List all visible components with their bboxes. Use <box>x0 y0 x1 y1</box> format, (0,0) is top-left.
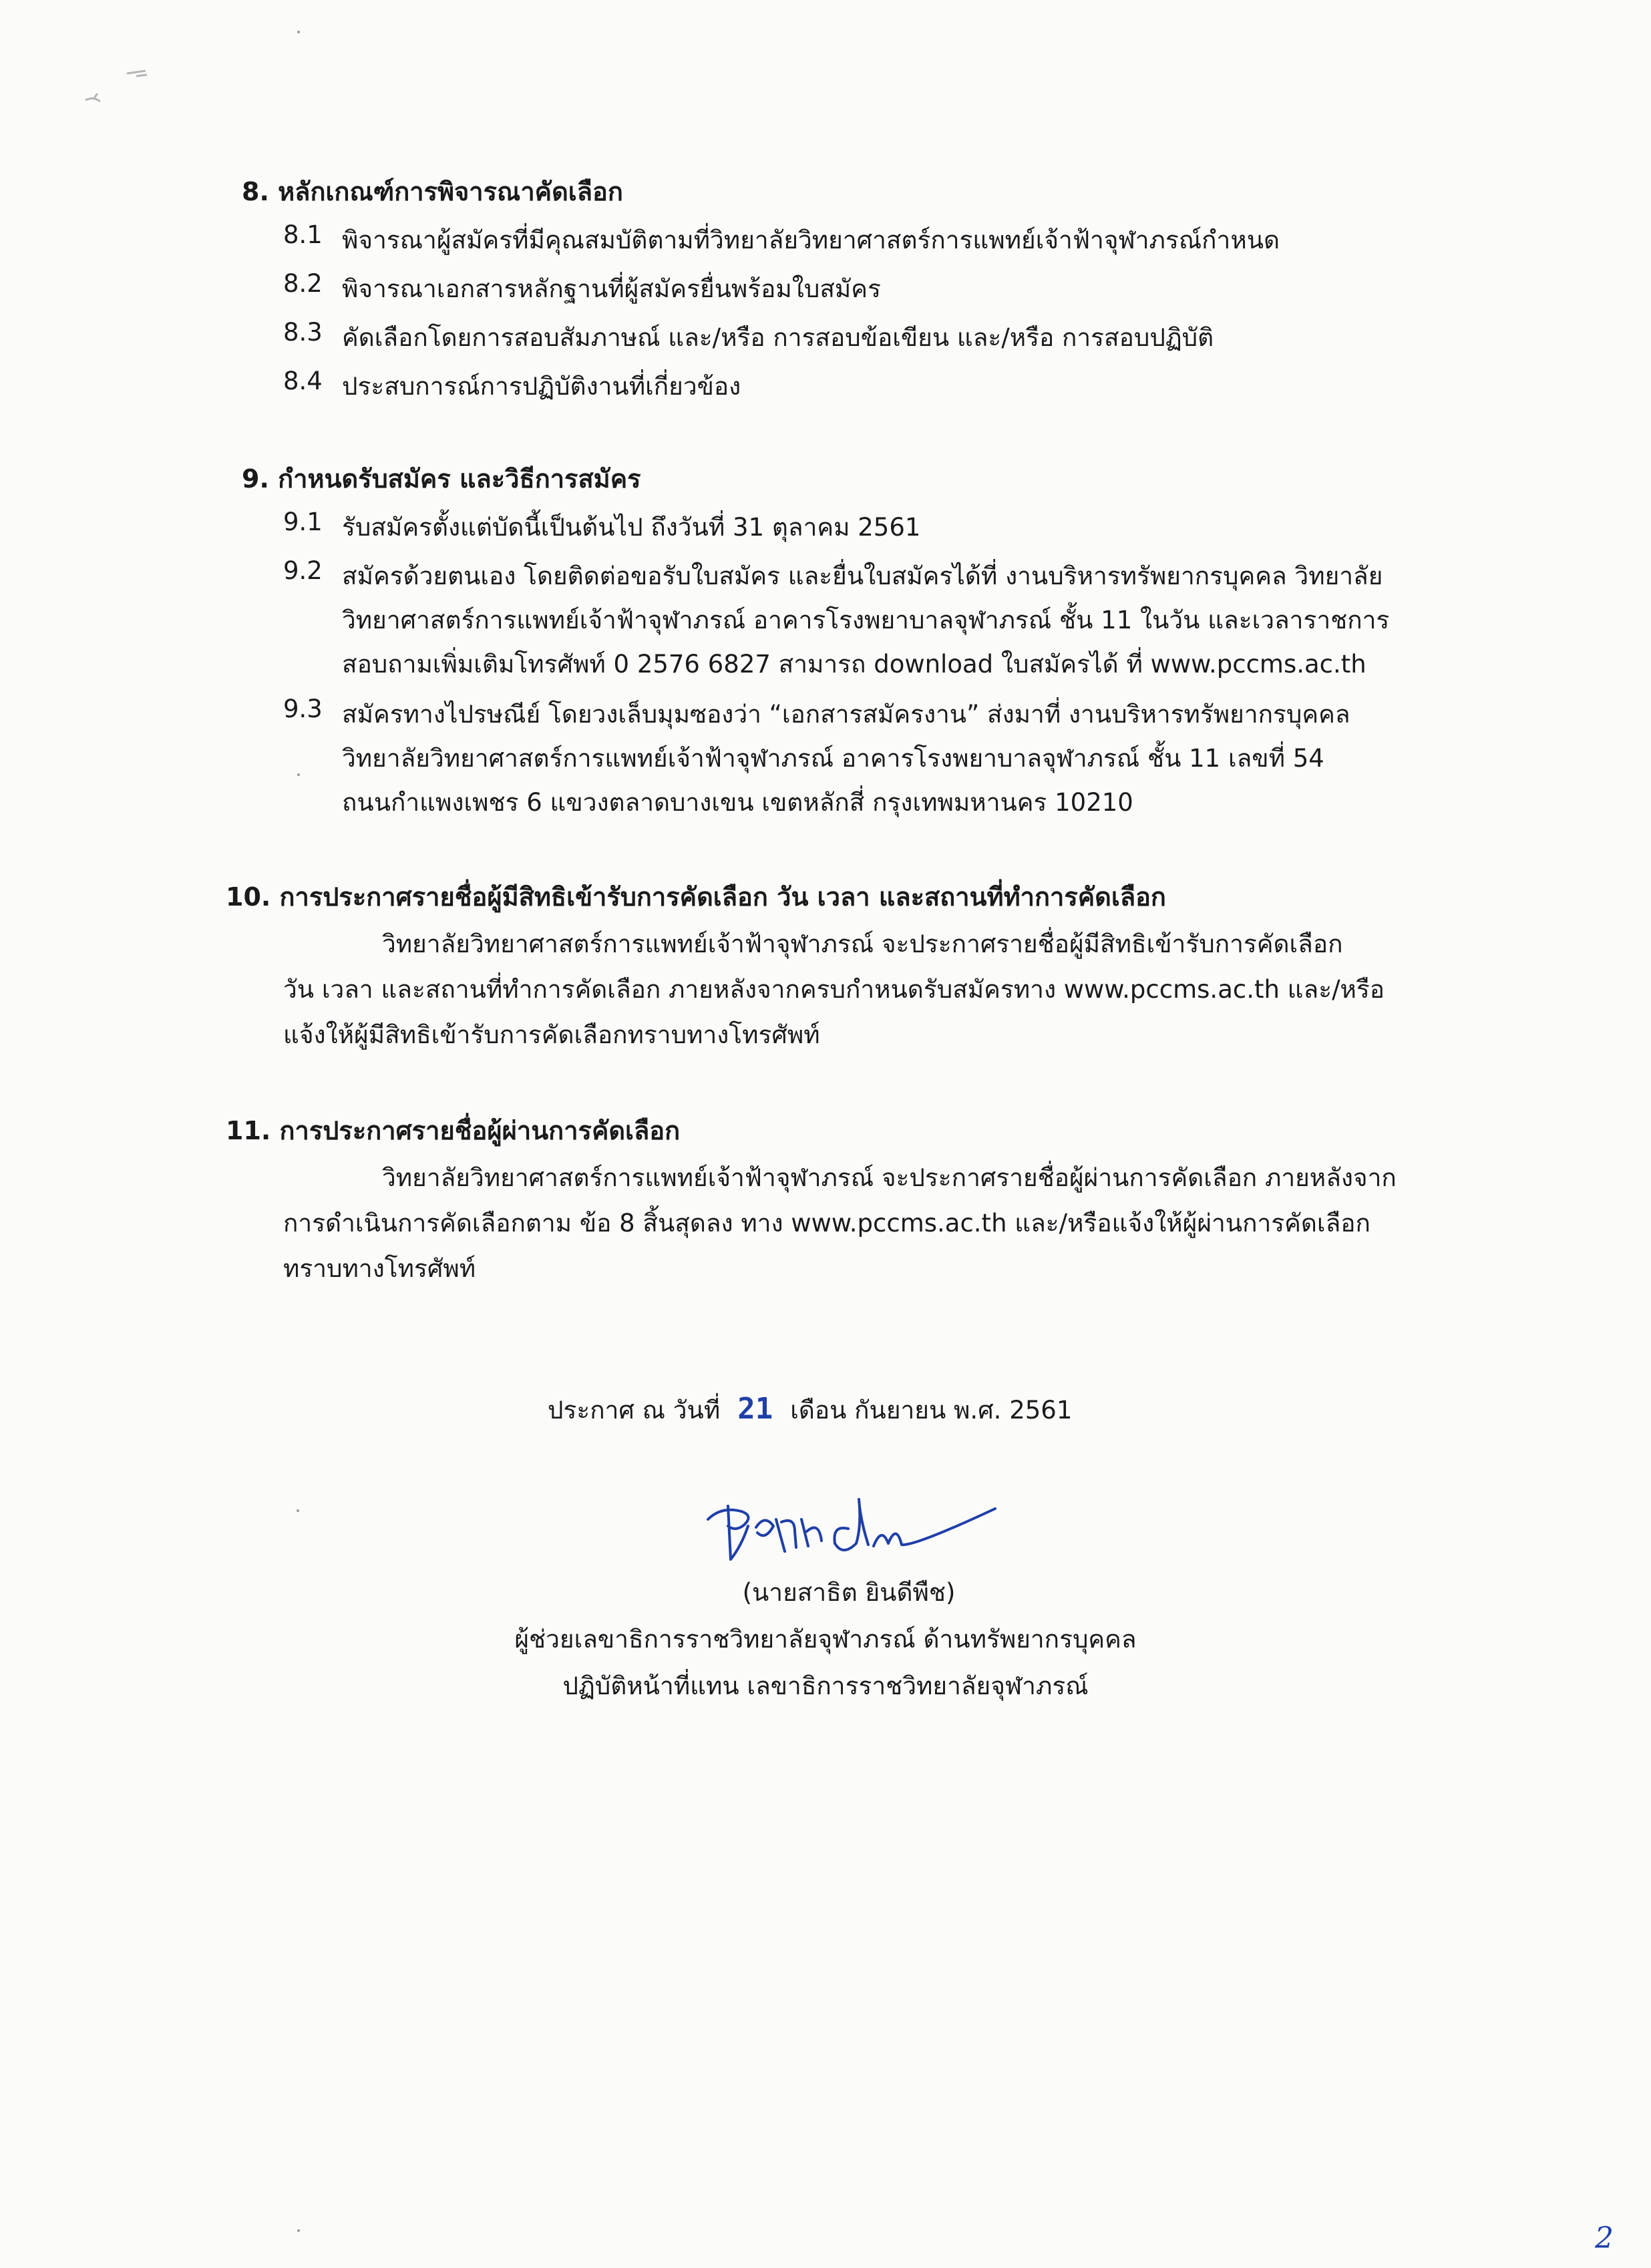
item-text-continued: สอบถามเพิ่มเติมโทรศัพท์ 0 2576 6827 สามารถ download ใบสมัครได้ ที่ www.pccms.ac.th <box>342 650 1366 679</box>
item-number: 8.1 <box>283 220 323 249</box>
item-text: พิจารณาเอกสารหลักฐานที่ผู้สมัครยื่นพร้อมใบสมัคร <box>342 274 881 303</box>
date-prefix: ประกาศ ณ วันที่ <box>548 1396 721 1425</box>
item-text-continued: วิทยาลัยวิทยาศาสตร์การแพทย์เจ้าฟ้าจุฬาภรณ์ อาคารโรงพยาบาลจุฬาภรณ์ ชั้น 11 เลขที่ 54 <box>342 744 1324 773</box>
section-11-heading: 11. การประกาศรายชื่อผู้ผ่านการคัดเลือก <box>226 1116 681 1145</box>
paragraph-line: ทราบทางโทรศัพท์ <box>283 1254 476 1283</box>
item-number: 9.3 <box>283 695 323 723</box>
item-text: รับสมัครตั้งแต่บัดนี้เป็นต้นไป ถึงวันที่ 31 ตุลาคม 2561 <box>342 513 921 542</box>
handwritten-day: 21 <box>737 1392 773 1426</box>
section-9-heading: 9. กำหนดรับสมัคร และวิธีการสมัคร <box>242 464 641 494</box>
signer-acting-title: ปฏิบัติหน้าที่แทน เลขาธิการราชวิทยาลัยจุฬาภรณ์ <box>562 1672 1089 1700</box>
date-suffix: เดือน กันยายน พ.ศ. 2561 <box>790 1396 1073 1425</box>
item-text-continued: วิทยาศาสตร์การแพทย์เจ้าฟ้าจุฬาภรณ์ อาคารโรงพยาบาลจุฬาภรณ์ ชั้น 11 ในวัน และเวลาราชการ <box>342 606 1390 634</box>
scan-speck <box>297 2229 300 2232</box>
item-number: 9.2 <box>283 556 323 585</box>
item-number: 9.1 <box>283 508 323 536</box>
scan-mark-icon <box>80 61 160 108</box>
item-number: 8.4 <box>283 367 323 395</box>
item-text: สมัครด้วยตนเอง โดยติดต่อขอรับใบสมัคร และยื่นใบสมัครได้ที่ งานบริหารทรัพยากรบุคคล วิทยาลัย <box>342 562 1383 590</box>
page-number: 2 <box>1595 2221 1614 2255</box>
section-8-heading: 8. หลักเกณฑ์การพิจารณาคัดเลือก <box>242 177 623 206</box>
scan-speck <box>297 773 300 776</box>
item-text-continued: ถนนกำแพงเพชร 6 แขวงตลาดบางเขน เขตหลักสี่ กรุงเทพมหานคร 10210 <box>342 788 1133 817</box>
signer-position: ผู้ช่วยเลขาธิการราชวิทยาลัยจุฬาภรณ์ ด้านทรัพยากรบุคคล <box>514 1625 1137 1654</box>
scan-speck <box>297 1509 299 1512</box>
paragraph-line: วิทยาลัยวิทยาศาสตร์การแพทย์เจ้าฟ้าจุฬาภรณ์ จะประกาศรายชื่อผู้มีสิทธิเข้ารับการคัดเลือก <box>382 930 1343 958</box>
item-number: 8.3 <box>283 318 323 347</box>
section-10-heading: 10. การประกาศรายชื่อผู้มีสิทธิเข้ารับการคัดเลือก วัน เวลา และสถานที่ทำการคัดเลือก <box>226 882 1166 912</box>
item-number: 8.2 <box>283 269 323 298</box>
paragraph-line: การดำเนินการคัดเลือกตาม ข้อ 8 สิ้นสุดลง ทาง www.pccms.ac.th และ/หรือแจ้งให้ผู้ผ่านการคัดเลือก <box>283 1209 1370 1238</box>
paragraph-line: วัน เวลา และสถานที่ทำการคัดเลือก ภายหลังจากครบกำหนดรับสมัครทาง www.pccms.ac.th และ/หรือ <box>283 975 1385 1004</box>
item-text: สมัครทางไปรษณีย์ โดยวงเล็บมุมซองว่า “เอกสารสมัครงาน” ส่งมาที่ งานบริหารทรัพยากรบุคคล <box>342 700 1350 729</box>
paragraph-line: แจ้งให้ผู้มีสิทธิเข้ารับการคัดเลือกทราบทางโทรศัพท์ <box>283 1020 820 1049</box>
announcement-date <box>548 1390 1072 1430</box>
signer-name: (นายสาธิต ยินดีพืช) <box>742 1578 956 1607</box>
scan-speck <box>297 31 300 33</box>
item-text: คัดเลือกโดยการสอบสัมภาษณ์ และ/หรือ การสอบข้อเขียน และ/หรือ การสอบปฏิบัติ <box>342 323 1214 352</box>
item-text: พิจารณาผู้สมัครที่มีคุณสมบัติตามที่วิทยาลัยวิทยาศาสตร์การแพทย์เจ้าฟ้าจุฬาภรณ์กำหนด <box>342 226 1280 254</box>
item-text: ประสบการณ์การปฏิบัติงานที่เกี่ยวข้อง <box>342 372 741 401</box>
signature <box>701 1479 1002 1579</box>
paragraph-line: วิทยาลัยวิทยาศาสตร์การแพทย์เจ้าฟ้าจุฬาภรณ์ จะประกาศรายชื่อผู้ผ่านการคัดเลือก ภายหลังจาก <box>382 1163 1397 1192</box>
